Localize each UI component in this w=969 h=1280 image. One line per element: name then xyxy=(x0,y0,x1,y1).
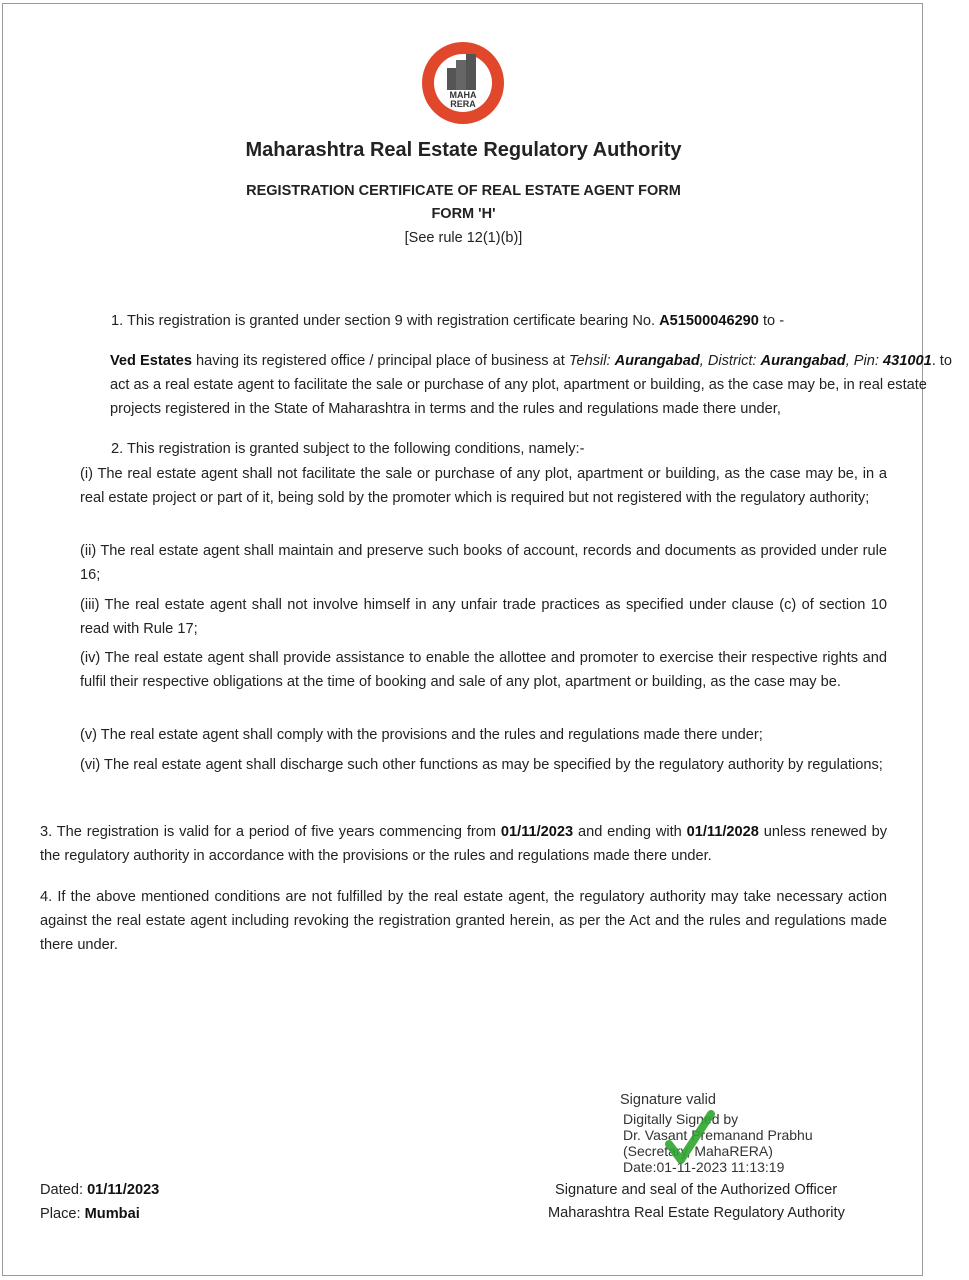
certificate-title: REGISTRATION CERTIFICATE OF REAL ESTATE AGENT FORM xyxy=(246,183,681,199)
signature-authority: Maharashtra Real Estate Regulatory Authority xyxy=(548,1205,845,1221)
clause-3: 3. The registration is valid for a period of five years commencing from 01/11/2023 and ending with 01/11/2028 unless renewed by the regulatory authority in accordance with the provisions or the rules and regulations made there under. xyxy=(40,824,887,864)
signer-name: Dr. Vasant Premanand Prabhu xyxy=(623,1127,813,1143)
validity-end: 01/11/2028 xyxy=(686,824,759,840)
authority-heading: Maharashtra Real Estate Regulatory Authority xyxy=(245,139,682,161)
clause-1-body: Ved Estates having its registered office / principal place of business at Tehsil: Aurangabad, District: Aurangabad, Pin: 431001. to act as a real estate agent to facilitate the sale or purchase of any plot, apartment or building, as the case may be, in real estate projects registered in the State of Maharashtra in terms and the rules and regulations made there under, xyxy=(110,353,952,417)
digital-signature-block xyxy=(620,1092,813,1175)
condition-item: (i) The real estate agent shall not facilitate the sale or purchase of any plot, apartment or building, as the case may be, in a real estate project or part of it, being sold by the promoter which is required but not registered with the regulatory authority; xyxy=(80,466,887,506)
svg-text:MAHA: MAHA xyxy=(449,90,477,100)
condition-item: (iv) The real estate agent shall provide assistance to enable the allottee and promoter to exercise their respective rights and fulfil their respective obligations at the time of booking and sale of any plot, apartment or building, as the case may be. xyxy=(80,650,887,690)
checkmark-icon xyxy=(665,1110,715,1168)
condition-item: (iii) The real estate agent shall not involve himself in any unfair trade practices as specified under clause (c) of section 10 read with Rule 17; xyxy=(80,597,887,637)
form-label: FORM 'H' xyxy=(431,206,496,222)
condition-item: (v) The real estate agent shall comply with the provisions and the rules and regulations made there under; xyxy=(80,727,763,743)
clause-4: 4. If the above mentioned conditions are not fulfilled by the real estate agent, the regulatory authority may take necessary action against the real estate agent including revoking the registration granted herein, as per the Act and the rules and regulations made there under. xyxy=(40,889,887,953)
clause-1-intro: 1. This registration is granted under section 9 with registration certificate bearing No. A51500046290 to - xyxy=(111,313,785,329)
signature-caption: Signature and seal of the Authorized Officer xyxy=(555,1182,838,1198)
agent-name: Ved Estates xyxy=(110,353,192,369)
validity-start: 01/11/2023 xyxy=(500,824,574,840)
signature-status: Signature valid xyxy=(620,1092,716,1108)
svg-text:RERA: RERA xyxy=(450,99,476,109)
dated: Dated: 01/11/2023 xyxy=(40,1182,160,1198)
place: Place: Mumbai xyxy=(40,1206,140,1222)
condition-item: (vi) The real estate agent shall discharge such other functions as may be specified by the regulatory authority by regulations; xyxy=(80,757,883,773)
condition-item: (ii) The real estate agent shall maintain and preserve such books of account, records and documents as provided under rule 16; xyxy=(80,543,887,583)
rule-reference: [See rule 12(1)(b)] xyxy=(404,230,523,246)
signature-date: Date:01-11-2023 11:13:19 xyxy=(623,1159,785,1175)
maharera-logo xyxy=(420,40,506,126)
clause-2-intro: 2. This registration is granted subject to the following conditions, namely:- xyxy=(111,441,585,457)
registration-number: A51500046290 xyxy=(659,313,759,329)
signer-designation: (Secretary, MahaRERA) xyxy=(623,1143,773,1159)
signature-line: Digitally Signed by xyxy=(623,1111,739,1127)
